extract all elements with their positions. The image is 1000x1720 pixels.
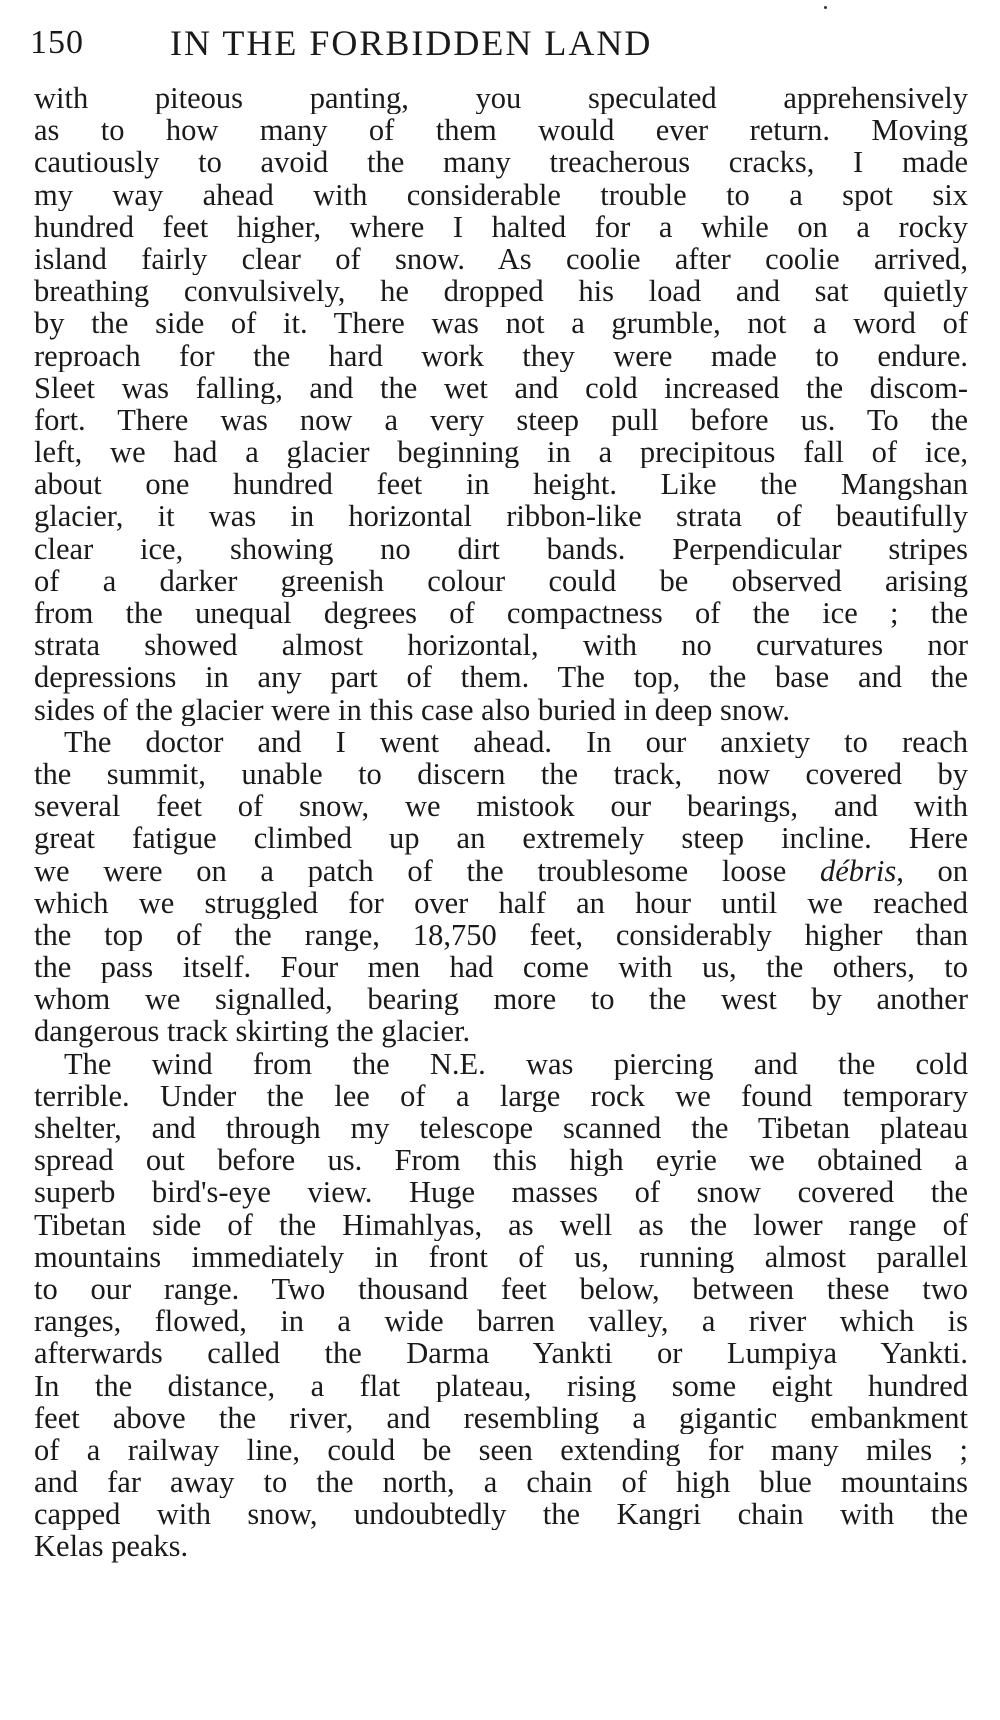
text-line: the top of the range, 18,750 feet, considerably higher than xyxy=(34,918,968,952)
text-line: to our range. Two thousand feet below, between these two xyxy=(34,1272,968,1306)
text-line: spread out before us. From this high eyrie we obtained a xyxy=(34,1144,968,1177)
text-line: The doctor and I went ahead. In our anxiety to reach xyxy=(64,725,968,758)
text-line: ranges, flowed, in a wide barren valley, a river which is xyxy=(34,1305,968,1338)
text-line: left, we had a glacier beginning in a precipitous fall of ice, xyxy=(34,436,968,469)
text-line: The wind from the N.E. was piercing and the cold xyxy=(64,1047,968,1080)
text-line: from the unequal degrees of compactness of the ice ; the xyxy=(34,597,968,630)
text-line: and far away to the north, a chain of high blue mountains xyxy=(34,1466,968,1499)
text-line: which we struggled for over half an hour until we reached xyxy=(34,886,968,919)
text-line: afterwards called the Darma Yankti or Lumpiya Yankti. xyxy=(34,1337,968,1370)
text-line: of a darker greenish colour could be observed arising xyxy=(34,564,968,597)
text-line: of a railway line, could be seen extending for many miles ; xyxy=(34,1433,968,1467)
body-text xyxy=(34,82,968,1563)
text-line: the pass itself. Four men had come with us, the others, to xyxy=(34,951,968,984)
text-line: In the distance, a flat plateau, rising some eight hundred xyxy=(34,1369,968,1402)
text-line: depressions in any part of them. The top, the base and the xyxy=(34,661,968,694)
text-line: glacier, it was in horizontal ribbon-like strata of beautifully xyxy=(34,500,968,533)
text-line: terrible. Under the lee of a large rock we found temporary xyxy=(34,1079,968,1112)
text-line: Tibetan side of the Himahlyas, as well as the lower range of xyxy=(34,1208,968,1241)
text-line: superb bird's-eye view. Huge masses of snow covered the xyxy=(34,1176,968,1209)
page-header xyxy=(30,18,970,68)
text-line: capped with snow, undoubtedly the Kangri chain with the xyxy=(34,1498,968,1531)
text-line-with-italic xyxy=(34,855,968,887)
text-line: shelter, and through my telescope scanned the Tibetan plateau xyxy=(34,1112,968,1145)
text-line: several feet of snow, we mistook our bearings, and with xyxy=(34,790,968,823)
scan-speck xyxy=(824,6,827,9)
text-line: about one hundred feet in height. Like the Mangshan xyxy=(34,468,968,501)
text-line: cautiously to avoid the many treacherous cracks, I made xyxy=(34,146,968,179)
text-line: whom we signalled, bearing more to the west by another xyxy=(34,983,968,1016)
text-line: breathing convulsively, he dropped his load and sat quietly xyxy=(34,275,968,308)
text-segment: , on xyxy=(896,854,968,887)
text-line: clear ice, showing no dirt bands. Perpendicular stripes xyxy=(34,532,968,565)
text-line: the summit, unable to discern the track, now covered by xyxy=(34,757,968,791)
text-line: fort. There was now a very steep pull before us. To the xyxy=(34,403,968,437)
text-line: reproach for the hard work they were made to endure. xyxy=(34,339,968,372)
page-number: 150 xyxy=(30,24,84,61)
text-segment: we were on a patch of the troublesome loose xyxy=(34,854,787,887)
text-line: strata showed almost horizontal, with no curvatures nor xyxy=(34,629,968,662)
text-line: great fatigue climbed up an extremely steep incline. Here xyxy=(34,822,968,855)
italic-word: débris xyxy=(819,854,897,887)
text-line: feet above the river, and resembling a gigantic embankment xyxy=(34,1401,968,1434)
text-line: mountains immediately in front of us, running almost parallel xyxy=(34,1240,968,1273)
text-line: sides of the glacier were in this case also buried in deep snow. xyxy=(34,693,791,726)
text-line: with piteous panting, you speculated apprehensively xyxy=(34,82,968,115)
text-line: by the side of it. There was not a grumble, not a word of xyxy=(34,307,968,340)
running-head: IN THE FORBIDDEN LAND xyxy=(170,23,653,63)
text-line: as to how many of them would ever return. Moving xyxy=(34,114,968,147)
text-line: island fairly clear of snow. As coolie after coolie arrived, xyxy=(34,242,968,276)
text-line: Sleet was falling, and the wet and cold increased the discom- xyxy=(34,371,968,404)
text-line: dangerous track skirting the glacier. xyxy=(34,1015,471,1048)
text-line: hundred feet higher, where I halted for a while on a rocky xyxy=(34,210,968,243)
text-line: Kelas peaks. xyxy=(34,1530,189,1563)
text-line: my way ahead with considerable trouble to a spot six xyxy=(34,178,968,211)
